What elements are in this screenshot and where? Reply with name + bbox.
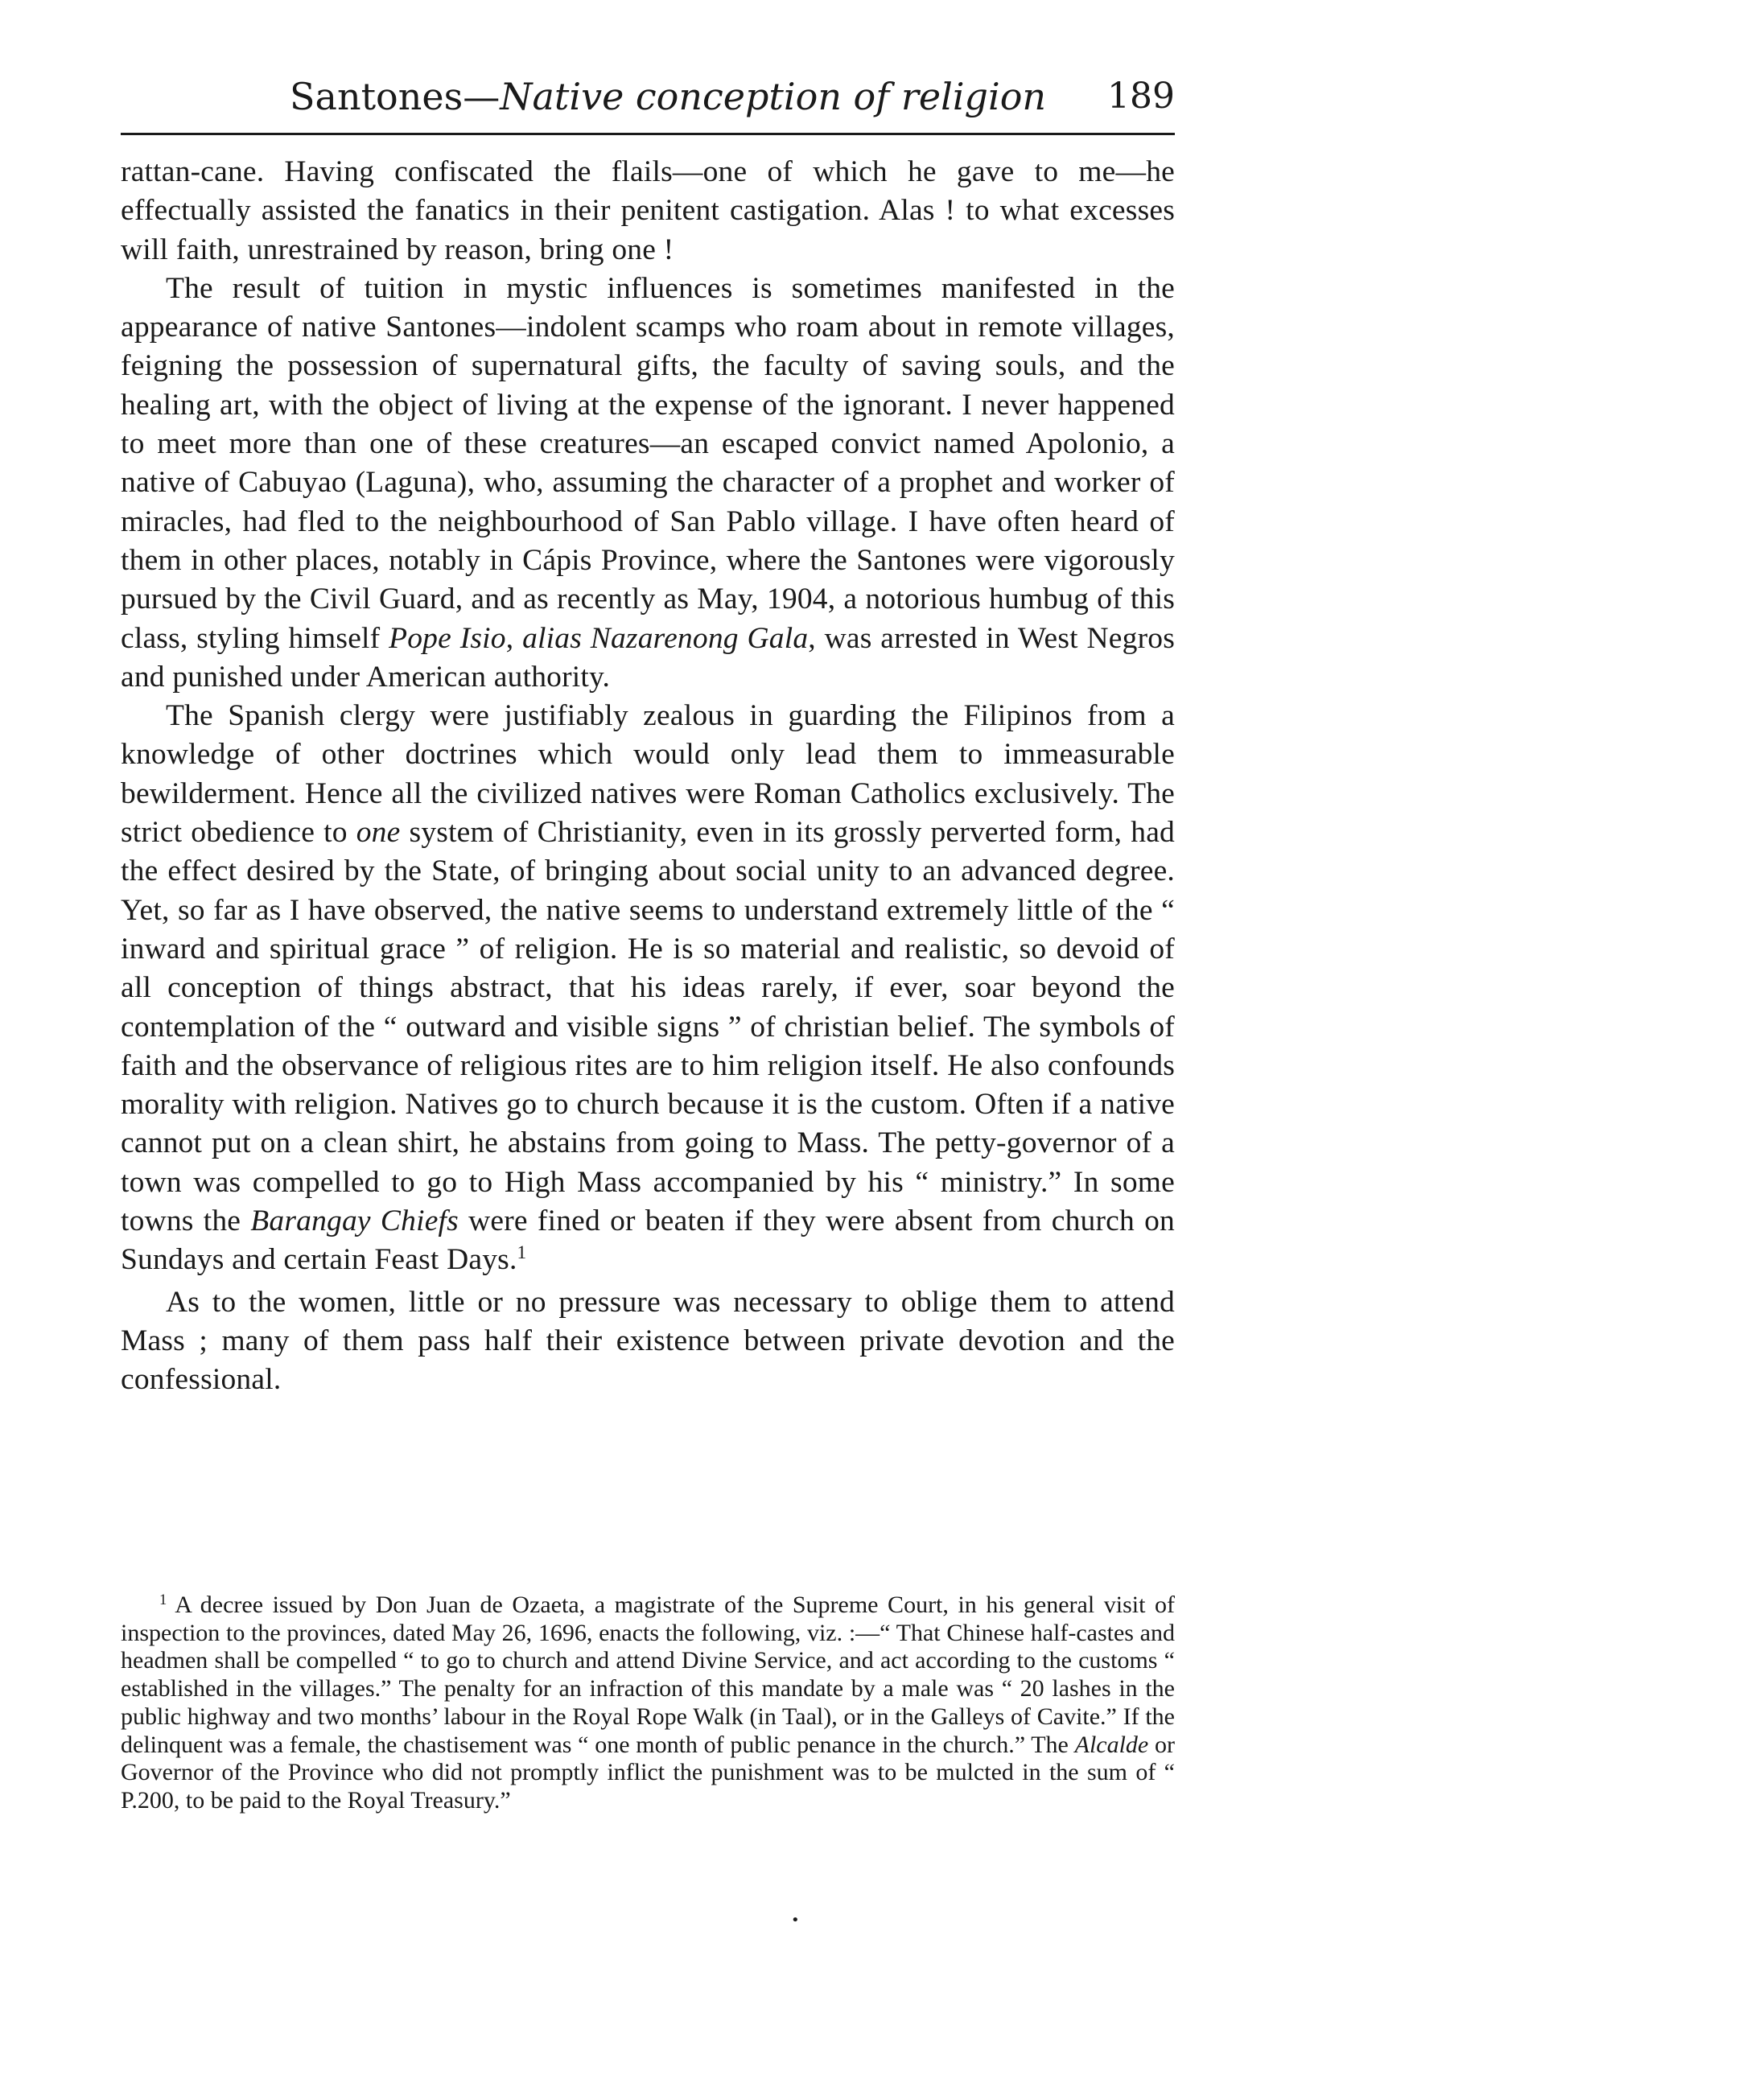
running-title-subject: Native conception of religion bbox=[500, 75, 1047, 118]
bottom-dot-mark: • bbox=[791, 1912, 800, 1929]
paragraph-3: The Spanish clergy were justifiably zealous in guarding the Filipinos from a knowledge of other doctrines which would only lead them to immeasurable bewilderment. Hence all the civilized natives were Roman Catholics exclusively. The strict obedience to one system of Christianity, even in its grossly perverted form, had the effect desired by the State, of bringing about social unity to an advanced degree. Yet, so far as I have observed, the native seems to understand extremely little of the “ inward and spiritual grace ” of religion. He is so material and realistic, so devoid of all conception of things abstract, that his ideas rarely, if ever, soar beyond the contemplation of the “ outward and visible signs ” of christian belief. The symbols of faith and the observance of religious rites are to him religion itself. He also confounds morality with religion. Natives go to church because it is the custom. Often if a native cannot put on a clean shirt, he abstains from going to Mass. The petty-governor of a town was compelled to go to High Mass accompanied by his “ ministry.” In some towns the Barangay Chiefs were fined or beaten if they were absent from church on Sundays and certain Feast Days.$^1$ bbox=[121, 699, 1175, 1277]
paragraph-2: The result of tuition in mystic influences is sometimes manifested in the appearance of native Santones—indolent scamps who roam about in remote villages, feigning the possession of supernatural gifts, the faculty of saving souls, and the healing art, with the object of living at the expense of the ignorant. I never happened to meet more than one of these creatures—an escaped convict named Apolonio, a native of Cabuyao (Laguna), who, assuming the character of a prophet and worker of miracles, had fled to the neighbourhood of San Pablo village. I have often heard of them in other places, notably in Cápis Province, where the Santones were vigorously pursued by the Civil Guard, and as recently as May, 1904, a notorious humbug of this class, styling himself Pope Isio, alias Nazarenong Gala, was arrested in West Negros and punished under American authority. bbox=[121, 271, 1176, 694]
paragraph-4: As to the women, little or no pressure was necessary to oblige them to attend Mass ; many of them pass half their existence between private devotion and the confessional. bbox=[121, 1285, 1175, 1397]
running-title bbox=[290, 72, 1046, 121]
header-rule bbox=[121, 133, 1175, 135]
page-number: 189 bbox=[1107, 76, 1175, 117]
running-title-topic: Santones— bbox=[290, 75, 501, 118]
running-header bbox=[121, 72, 1175, 129]
footnote bbox=[121, 1591, 1175, 1815]
footnote-reference[interactable]: 1 bbox=[517, 1242, 527, 1264]
footnote-text: $^1$ A decree issued by Don Juan de Ozaeta, a magistrate of the Supreme Court, in his general visit of inspection to the provinces, dated May 26, 1696, enacts the following, viz. :—“ That Chinese half-castes and headmen shall be compelled “ to go to church and attend Divine Service, and act according to the customs “ established in the villages.” The penalty for an infraction of this mandate by a male was “ 20 lashes in the public highway and two months’ labour in the Royal Rope Walk (in Taal), or in the Galleys of Cavite.” If the delinquent was a female, the chastisement was “ one month of public penance in the church.” The Alcalde or Governor of the Province who did not promptly inflict the punishment was to be mulcted in the sum of “ P.200, to be paid to the Royal Treasury.” bbox=[121, 1591, 1175, 1814]
body-text bbox=[121, 153, 1175, 1400]
footnote-marker: 1 bbox=[159, 1591, 167, 1608]
paragraph-1: rattan-cane. Having confiscated the flails—one of which he gave to me—he effectually assisted the fanatics in their penitent castigation. Alas ! to what excesses will faith, unrestrained by reason, bring one ! bbox=[121, 155, 1175, 266]
